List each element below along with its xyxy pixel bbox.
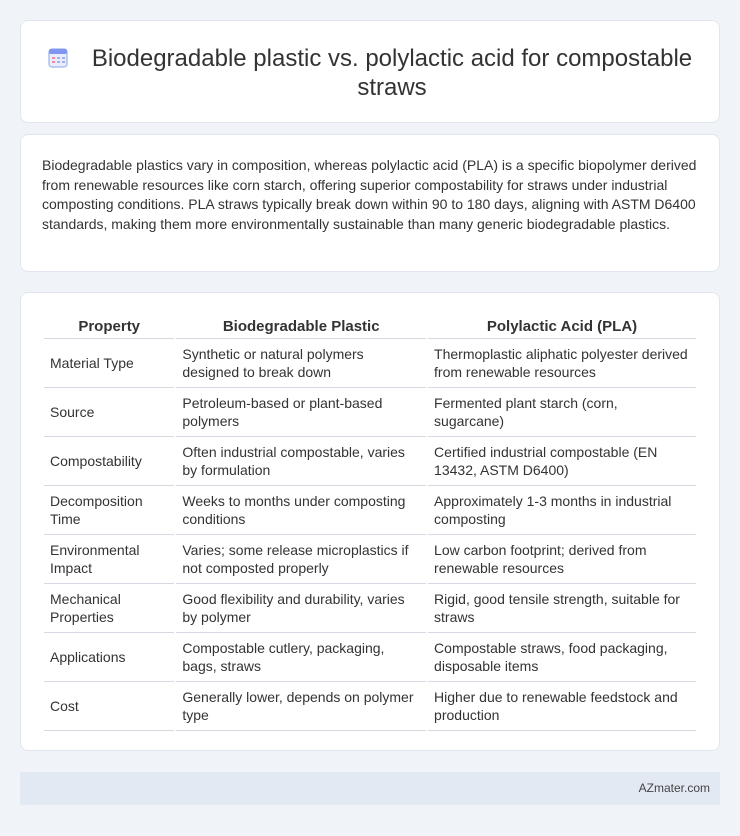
summary-card <box>20 134 720 272</box>
cell-biodegradable: Synthetic or natural polymers designed to break down <box>176 339 426 388</box>
cell-pla: Certified industrial compostable (EN 13432, ASTM D6400) <box>428 437 696 486</box>
cell-pla: Compostable straws, food packaging, disposable items <box>428 633 696 682</box>
cell-property: Cost <box>44 682 174 731</box>
cell-pla: Higher due to renewable feedstock and production <box>428 682 696 731</box>
table-row <box>44 682 696 731</box>
cell-pla: Rigid, good tensile strength, suitable for straws <box>428 584 696 633</box>
cell-property: Compostability <box>44 437 174 486</box>
footer-brand-link[interactable]: AZmater.com <box>638 781 710 795</box>
cell-property: Material Type <box>44 339 174 388</box>
title-card <box>20 20 720 123</box>
table-header-row <box>44 315 696 339</box>
cell-property: Mechanical Properties <box>44 584 174 633</box>
summary-text: Biodegradable plastics vary in composition, whereas polylactic acid (PLA) is a specific biopolymer derived from renewable resources like corn starch, offering superior compostability for straws under industrial composting conditions. PLA straws typically break down within 90 to 180 days, aligning with ASTM D6400 standards, making them more environmentally sustainable than many generic biodegradable plastics. <box>42 157 697 232</box>
table-row <box>44 437 696 486</box>
table-row <box>44 584 696 633</box>
cell-biodegradable: Petroleum-based or plant-based polymers <box>176 388 426 437</box>
page-title: Biodegradable plastic vs. polylactic acid for compostable straws <box>91 45 693 101</box>
table-row <box>44 339 696 388</box>
cell-pla: Thermoplastic aliphatic polyester derived from renewable resources <box>428 339 696 388</box>
cell-biodegradable: Good flexibility and durability, varies by polymer <box>176 584 426 633</box>
comparison-table-card <box>20 292 720 751</box>
cell-pla: Approximately 1-3 months in industrial composting <box>428 486 696 535</box>
table-row <box>44 486 696 535</box>
header-biodegradable-plastic: Biodegradable Plastic <box>176 315 426 339</box>
table-row <box>44 633 696 682</box>
header-property: Property <box>44 315 174 339</box>
cell-property: Applications <box>44 633 174 682</box>
cell-pla: Fermented plant starch (corn, sugarcane) <box>428 388 696 437</box>
cell-biodegradable: Compostable cutlery, packaging, bags, straws <box>176 633 426 682</box>
cell-biodegradable: Generally lower, depends on polymer type <box>176 682 426 731</box>
comparison-table <box>42 315 698 731</box>
cell-biodegradable: Varies; some release microplastics if not composted properly <box>176 535 426 584</box>
document-icon <box>47 47 69 69</box>
cell-property: Source <box>44 388 174 437</box>
cell-biodegradable: Weeks to months under composting conditions <box>176 486 426 535</box>
footer-bar <box>20 772 720 805</box>
cell-pla: Low carbon footprint; derived from renewable resources <box>428 535 696 584</box>
cell-biodegradable: Often industrial compostable, varies by formulation <box>176 437 426 486</box>
table-row <box>44 535 696 584</box>
cell-property: Environmental Impact <box>44 535 174 584</box>
header-pla: Polylactic Acid (PLA) <box>428 315 696 339</box>
table-row <box>44 388 696 437</box>
cell-property: Decomposition Time <box>44 486 174 535</box>
